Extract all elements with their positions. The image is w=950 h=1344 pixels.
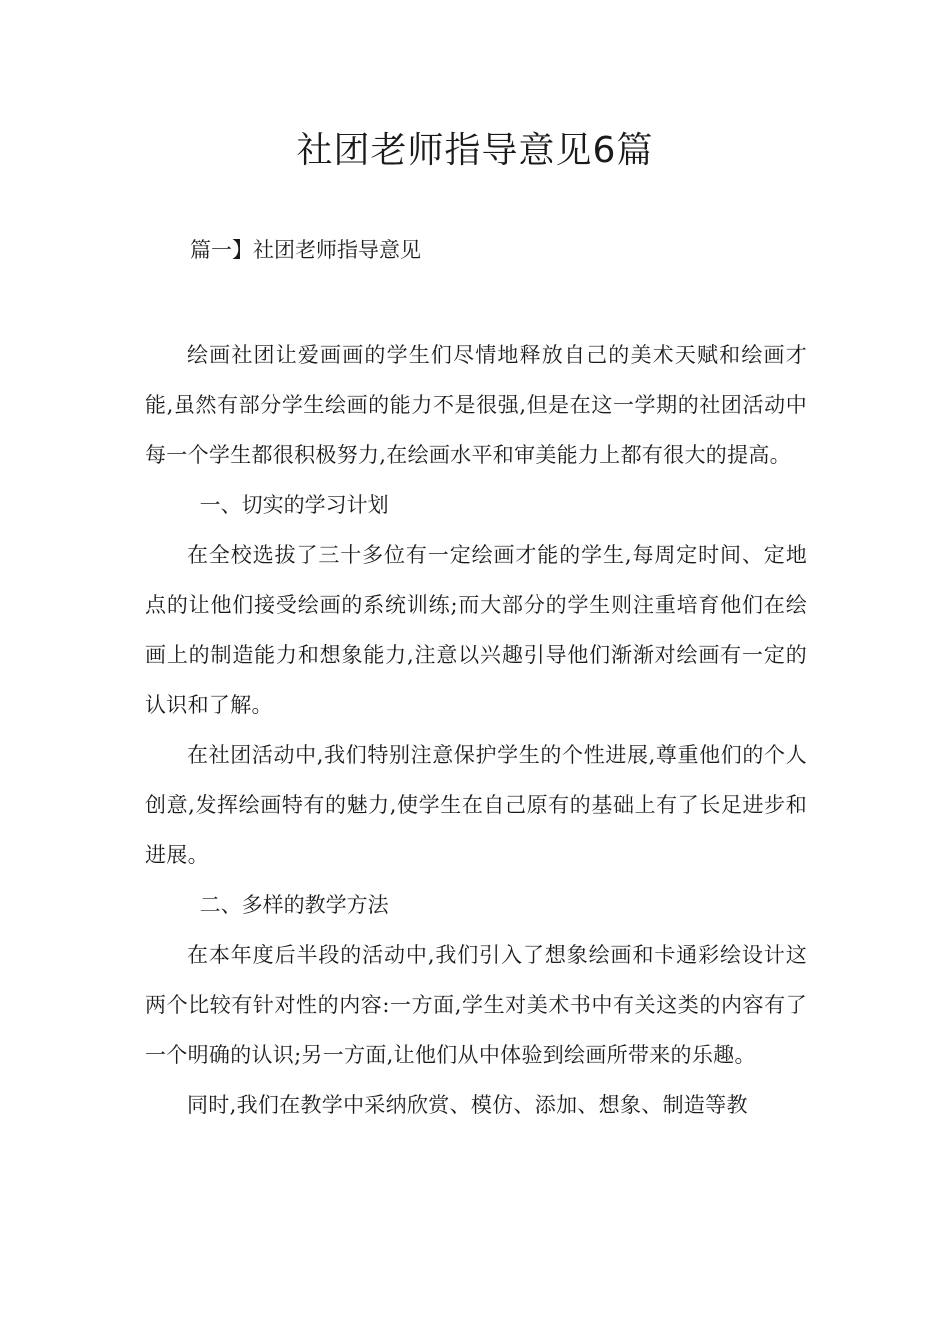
paragraph: 同时,我们在教学中采纳欣赏、模仿、添加、想象、制造等教 [187, 1093, 748, 1117]
subheading: 一、切实的学习计划 [199, 493, 389, 517]
document-body [145, 330, 807, 1130]
paragraph: 在全校选拔了三十多位有一定绘画才能的学生,每周定时间、定地点的让他们接受绘画的系统训练;而大部分的学生则注重培育他们在绘画上的制造能力和想象能力,注意以兴趣引导他们渐渐对绘画有一定的认识和了解。 [145, 543, 807, 717]
paragraph: 在社团活动中,我们特别注意保护学生的个性进展,尊重他们的个人创意,发挥绘画特有的魅力,使学生在自己原有的基础上有了长足进步和进展。 [145, 743, 807, 867]
section-heading: 篇一】社团老师指导意见 [190, 238, 421, 262]
document-title: 社团老师指导意见6篇 [296, 130, 654, 171]
subheading: 二、多样的教学方法 [199, 893, 389, 917]
paragraph: 绘画社团让爱画画的学生们尽情地释放自己的美术天赋和绘画才能,虽然有部分学生绘画的能力不是很强,但是在这一学期的社团活动中每一个学生都很积极努力,在绘画水平和审美能力上都有很大的提高。 [145, 343, 807, 467]
paragraph: 在本年度后半段的活动中,我们引入了想象绘画和卡通彩绘设计这两个比较有针对性的内容:一方面,学生对美术书中有关这类的内容有了一个明确的认识;另一方面,让他们从中体验到绘画所带来的乐趣。 [145, 943, 807, 1067]
